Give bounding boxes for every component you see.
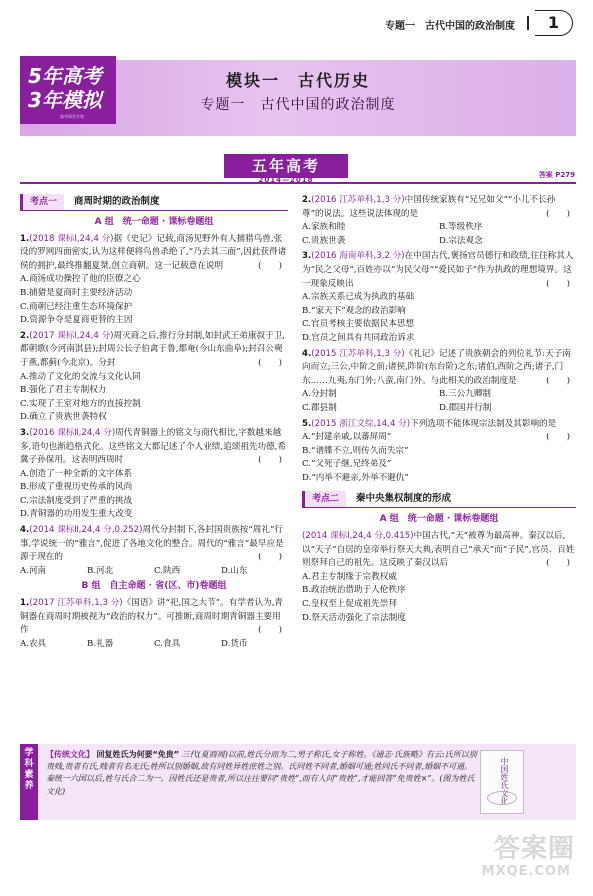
question-number: 1.: [20, 598, 30, 609]
answer-blank: ( ): [258, 455, 282, 466]
option: D.确立了贵族世袭特权: [20, 412, 107, 423]
option: D.货币: [221, 638, 248, 649]
question-stem: 下列选项不能体现宗法制及其影响的是: [410, 418, 557, 429]
option: D.官员之间具有共同政治诉求: [302, 332, 415, 343]
option: B.三公九卿制: [439, 389, 492, 400]
group-b-heading: B 组 自主命题 · 省(区、市)卷题组: [81, 581, 227, 592]
question-source: (2017 课标Ⅰ,24,4 分): [29, 330, 114, 341]
option: A.君主专制缘于宗教权威: [302, 571, 397, 582]
kaodian-header: [302, 491, 576, 509]
answer-blank: ( ): [546, 432, 570, 443]
kaodian-header: [20, 194, 288, 212]
question-source: (2015 江苏单科,1,3 分): [311, 348, 405, 359]
question-stem: 周灭商之后,推行分封制,如封武王弟康叔于卫,都朝歌(今河南淇县);封周公长子伯禽于鲁,都奄(今山东曲阜);封召公奭于燕,都蓟(今北京)。分封: [20, 330, 285, 368]
option: B.强化了君主专制权力: [20, 385, 107, 396]
question-source: (2014 课标Ⅱ,24,4 分,0.252): [29, 525, 143, 536]
question: [302, 418, 576, 486]
side-char: 学: [24, 748, 34, 758]
option: A.推动了文化的交流与文化认同: [20, 371, 141, 382]
answer-blank: ( ): [258, 552, 282, 563]
question: [20, 427, 288, 522]
logo-line-1: 5年高考: [28, 64, 102, 88]
answer-blank: ( ): [546, 208, 570, 219]
question: [20, 597, 288, 651]
side-char: 养: [24, 781, 34, 791]
culture-side-label: [20, 744, 38, 820]
watermark: [449, 828, 575, 888]
answer-blank: ( ): [258, 357, 282, 368]
option: C.官员考核主要依据民本思想: [302, 319, 415, 330]
header-divider: [527, 16, 529, 30]
culture-box: [20, 744, 576, 820]
option: C.实现了王室对地方的直接控制: [20, 398, 141, 409]
section-title: 五年高考: [224, 154, 348, 178]
question-number: 2.: [302, 195, 312, 205]
answer-blank: ( ): [546, 278, 570, 289]
option: A.创造了一种全新的文字体系: [20, 468, 133, 479]
question-number: 4.: [302, 348, 312, 359]
kaodian-rule: [20, 210, 288, 211]
question-number: 4.: [20, 525, 30, 536]
question-number: 1.: [20, 233, 30, 244]
question-stem: 中国传统家族有“兄兄如父”“小儿不长孙尊”的说法。这些说法体现的是: [302, 195, 556, 219]
question-number: 2.: [20, 330, 30, 341]
question: [302, 530, 576, 625]
option: D.青铜器的功用发生重大改变: [20, 509, 133, 520]
option: A.家族和睦: [302, 222, 346, 233]
option: C.皇权至上促成祖先崇拜: [302, 599, 397, 610]
culture-text: [46, 749, 480, 798]
option: D.祭天活动强化了宗法制度: [302, 612, 406, 623]
culture-paragraph: 三代(夏商周)以前,姓氏分而为二,男子称氏,女子称姓。《通志·氏族略》有云:氏所以别贵贱,贵者有氏,贱者有名无氏;姓所以别婚姻,故有同姓异姓庶姓之别。氏同姓不同者,婚姻可通;姓同氏不同者,婚姻不可通。秦统一六国以后,姓与氏合二为一。因姓氏还是贵者,所以往往要问“贵姓”,而有人问“贵姓”,才能回答“免贵姓×”。(图为姓氏文化): [46, 750, 477, 796]
page-header: [0, 6, 593, 40]
question-source: (2016 江苏单科,1,3 分): [311, 195, 405, 205]
option: B.形成了重视历史传承的风尚: [20, 482, 133, 493]
section-header: [0, 152, 593, 186]
option: A.农具: [20, 638, 47, 649]
side-char: 科: [24, 759, 34, 769]
logo-subtitle: 高考研究专家: [60, 114, 84, 119]
group-a-heading: A 组 统一命题 · 课标卷题组: [379, 514, 499, 525]
question-source: (2016 海南单科,3,2 分): [311, 251, 405, 262]
kaodian-name: 商周时期的政治制度: [74, 196, 160, 207]
question-source: (2015 浙江文综,14,4 分): [311, 418, 411, 429]
book-decoration: [487, 791, 517, 805]
page-number: 1: [535, 10, 573, 36]
option: B.捕猎是夏商时主要经济活动: [20, 287, 133, 298]
option: B.河北: [87, 565, 114, 576]
option: D.“内举不避亲,外举不避仇”: [302, 472, 409, 483]
culture-tag: 【传统文化】: [46, 750, 94, 759]
book-cover-image: [480, 750, 524, 814]
option: B.“家天下”观念的政治影响: [302, 305, 406, 316]
answer-blank: ( ): [546, 375, 570, 386]
book-title: 中国姓氏文化: [500, 757, 509, 805]
answer-blank: ( ): [258, 625, 282, 636]
watermark-line-2: MXQE.COM: [481, 864, 571, 879]
option: A.分封制: [302, 389, 337, 400]
option: D.山东: [221, 565, 248, 576]
option: C.贵族世袭: [302, 235, 346, 246]
question-stem: 周代青铜器上的铭文与商代相比,字数越来越多,语句也渐趋格式化。这些铭文大都记述了个人业绩,追颂祖先功德,希冀子孙保用。这表明西周时: [20, 427, 287, 466]
question-number: 5.: [302, 418, 312, 429]
module-title: 模块一 古代历史: [225, 71, 370, 90]
kaodian-name: 秦中央集权制度的形成: [356, 493, 452, 505]
answer-reference: 答案 P279: [538, 171, 575, 179]
kaodian-rule: [302, 507, 576, 508]
question: [20, 330, 288, 425]
option: B.政治统治借助于人伦秩序: [302, 585, 406, 596]
answer-blank: ( ): [546, 558, 570, 569]
option: B.“谱牒不立,则传久而失宗”: [302, 445, 409, 456]
question-source: (2018 课标Ⅰ,24,4 分): [29, 233, 114, 244]
side-char: 素: [24, 770, 34, 780]
question: [302, 250, 576, 345]
option: B.等级秩序: [439, 222, 483, 233]
section-years: 2014—2018: [258, 176, 314, 184]
option: C.宗法制度受到了严重的挑战: [20, 495, 133, 506]
answer-blank: ( ): [258, 260, 282, 271]
option: D.宗法观念: [439, 235, 483, 246]
question-stem: 周代分封制下,各封国贵族按“周礼”行事,学说统一的“雅言”,促进了各地文化的整合。周代的“雅言”最早应是源于现在的: [20, 525, 284, 563]
question-number: 3.: [302, 251, 312, 262]
option: C.商朝已经注重生态环境保护: [20, 301, 133, 312]
question: [302, 348, 576, 416]
question: [20, 524, 288, 578]
option: C.郡县制: [302, 402, 337, 413]
question: [20, 233, 288, 328]
option: B.礼器: [87, 638, 114, 649]
question-stem: 《礼记》记述了贵族朝会的列位礼节:天子南向而立;三公,中阶之前;诸侯,阼阶(东台阶)之东;诸伯,西阶之西;诸子,门东……九夷,东门外;八蛮,南门外。与此相关的政治制度是: [302, 348, 571, 386]
topic-title: 专题一 古代中国的政治制度: [200, 97, 396, 113]
question-stem: 据《史记》记载,商汤见野外有人捕猎鸟兽,张设的罗网四面密实,认为这样便将鸟兽杀绝了,“乃去其三面”,因此获得诸侯的拥护,最终推翻夏桀,创立商朝。这一记载意在说明: [20, 233, 287, 271]
logo-line-2: 3年模拟: [28, 88, 102, 112]
chapter-title: 专题一 古代中国的政治制度: [385, 21, 515, 32]
option: C.“父死子继,兄终弟及”: [302, 459, 392, 470]
left-column: [20, 194, 288, 653]
kaodian-tag: 考点二: [302, 491, 346, 507]
question-stem: 在中国古代,褒扬官员德行和政绩,往往称其人为“民之父母”,百姓亦以“为民父母”“爱民如子”作为执政的理想境界。这一现象反映出: [302, 251, 574, 289]
kaodian-tag: 考点一: [20, 194, 64, 210]
question-source: (2016 课标Ⅱ,24,4 分): [29, 427, 116, 438]
option: C.陕西: [154, 565, 181, 576]
option: A.“封建亲戚,以蕃屏周”: [302, 432, 392, 443]
brand-logo: [20, 56, 116, 124]
question-source: (2017 江苏单科,1,3 分): [29, 598, 123, 609]
option: D.资源争夺是夏商更替的主因: [20, 315, 133, 326]
option: A.河南: [20, 565, 47, 576]
question-stem: 中国古代,“天”被尊为最高神。秦汉以后,以“天子”自居的皇帝举行祭天大典,表明自己“承天”而“子民”,官员、百姓则祭拜自己的祖先。这反映了秦汉以后: [302, 531, 575, 569]
option: D.郡国并行制: [439, 402, 492, 413]
option: A.宗族关系已成为执政的基础: [302, 292, 415, 303]
question-source: (2014 课标Ⅰ,24,4 分,0.415): [302, 531, 414, 542]
option: A.商汤成功操控了他的臣僚之心: [20, 274, 141, 285]
watermark-line-1: 答案圈: [493, 834, 575, 864]
right-column: [302, 194, 576, 627]
question-stem: 《国语》讲“祀,国之大节”。有学者认为,青铜器在商周时期被视为“政治的权力”。可推断,商周时期青铜器主要用作: [20, 598, 284, 636]
option: C.食具: [154, 638, 181, 649]
question-number: 3.: [20, 427, 30, 438]
group-a-heading: A 组 统一命题 · 课标卷题组: [94, 217, 214, 227]
question: [302, 194, 576, 248]
culture-title: 回复姓氏为何要“免贵”: [96, 750, 180, 759]
